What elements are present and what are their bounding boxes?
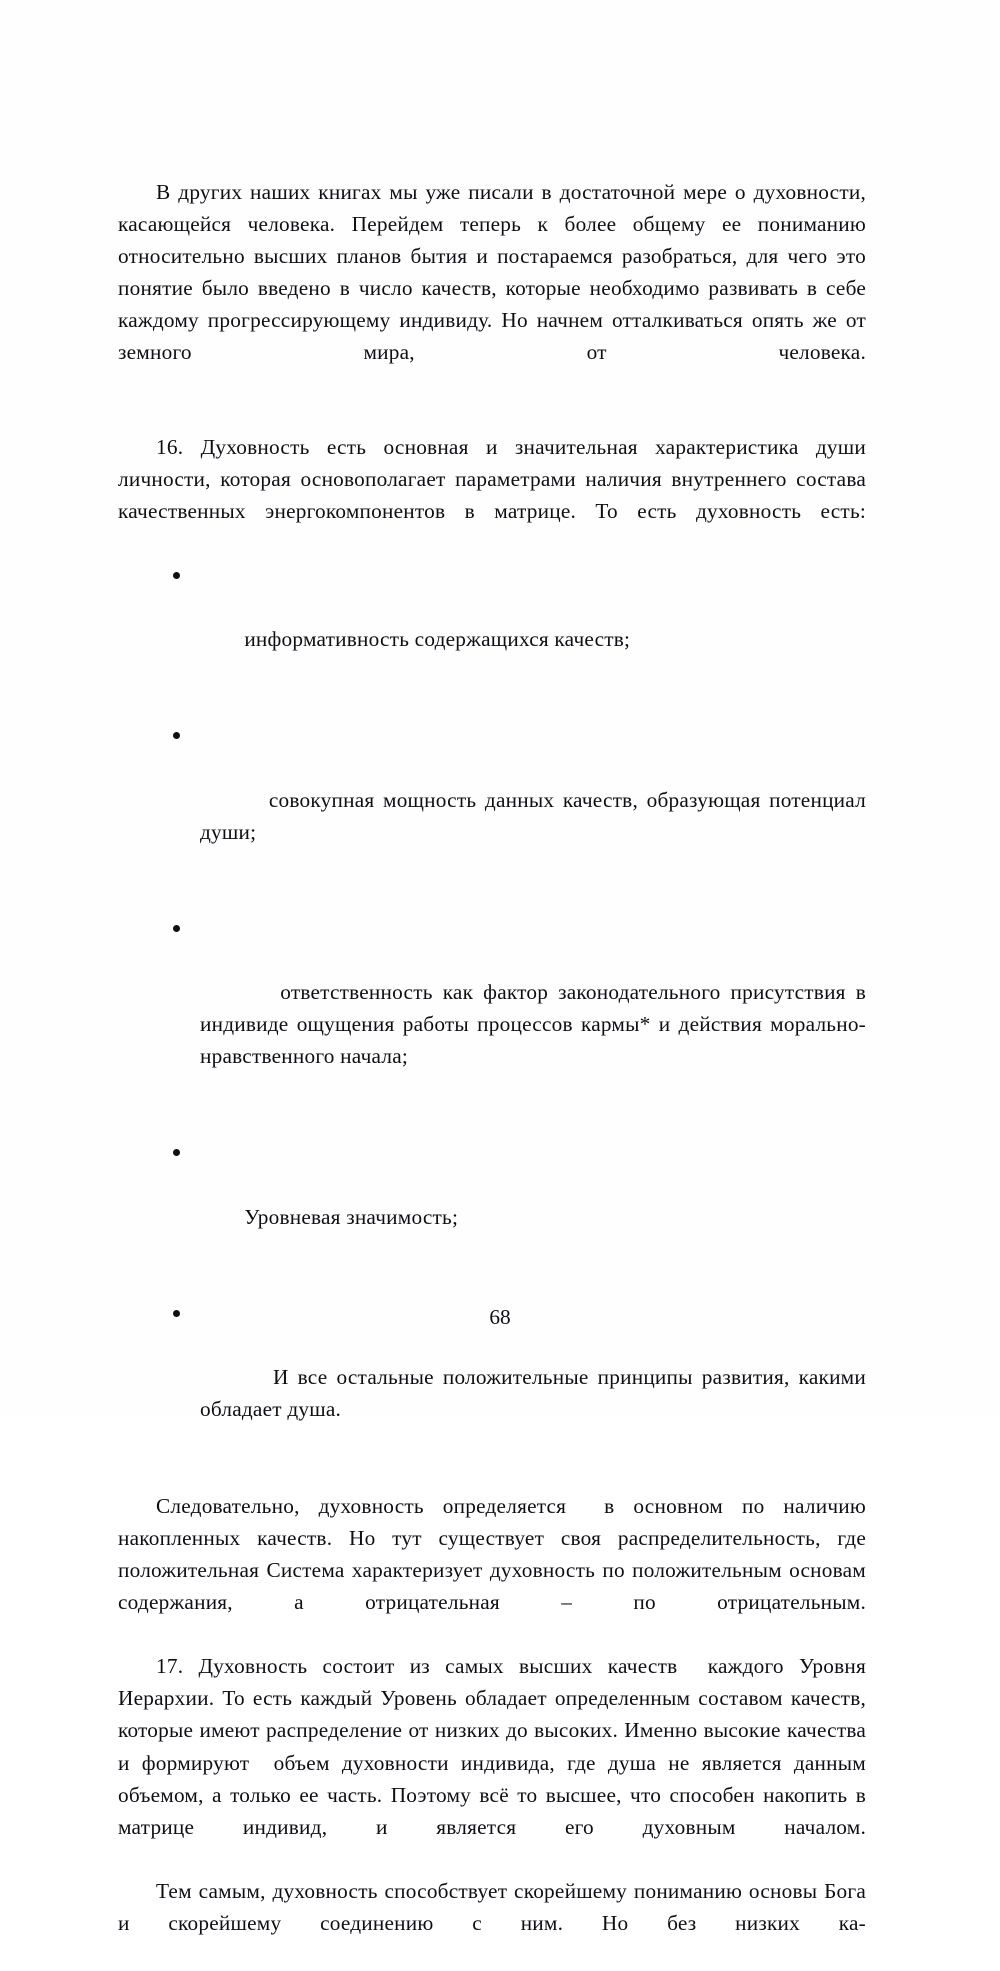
list-item — [118, 1137, 866, 1297]
page-text-block — [118, 176, 872, 1971]
paragraph-item-17: 17. Духовность состоит из самых высших качеств каждого Уровня Иерархии. То есть каждый Уровень обладает определенным составом качеств, которые имеют распределение от низких до высоких. Именно высокие качества и формируют объем духовности индивида, где душа не является данным объемом, а только ее часть. Поэтому всё то высшее, что способен накопить в матрице индивид, и является его духовным началом. — [118, 1654, 872, 1839]
list-item-label: ответственность как фактор законодательного присутствия в индивиде ощущения работы процессов кармы* и действия морально-нравственного начала; — [200, 980, 872, 1069]
qualities-list — [118, 559, 872, 1490]
list-item-label: информативность содержащихся качеств; — [244, 627, 631, 652]
list-item-label: Уровневая значимость; — [244, 1204, 459, 1229]
page-number: 68 — [489, 1305, 511, 1329]
paragraph-intro: В других наших книгах мы уже писали в достаточной мере о духовности, касающейся человека. Перейдем теперь к более общему ее пониманию относительно высших планов бытия и постараемся разобраться, для чего это понятие было введено в число качеств, которые необходимо развивать в себе каждому прогрессирующему индивиду. Но начнем отталкиваться опять же от земного мира, от человека. — [118, 180, 872, 365]
bullet-dot-icon — [173, 572, 180, 579]
list-item-label: И все остальные положительные принципы развития, какими обладает душа. — [200, 1365, 872, 1422]
paragraph-closing: Тем самым, духовность способствует скорейшему пониманию основы Бога и скорейшему соединению с ним. Но без низких ка- — [118, 1878, 872, 1935]
bullet-dot-icon — [173, 925, 180, 932]
list-item — [118, 912, 872, 1137]
list-item — [118, 559, 866, 719]
list-item — [118, 720, 872, 913]
bullet-dot-icon — [173, 732, 180, 739]
list-item-label: совокупная мощность данных качеств, образующая потенциал души; — [200, 787, 872, 844]
paragraph-item-16: 16. Духовность есть основная и значительная характеристика души личности, которая основополагает параметрами наличия внутреннего состава качественных энергокомпонентов в матрице. То есть духовность есть: — [118, 434, 872, 523]
paragraph-conclusion: Следовательно, духовность определяется в основном по наличию накопленных качеств. Но тут существует своя распределительность, где положительная Система характеризует духовность по положительным основам содержания, а отрицательная – по отрицательным. — [118, 1493, 872, 1615]
bullet-dot-icon — [173, 1149, 180, 1156]
